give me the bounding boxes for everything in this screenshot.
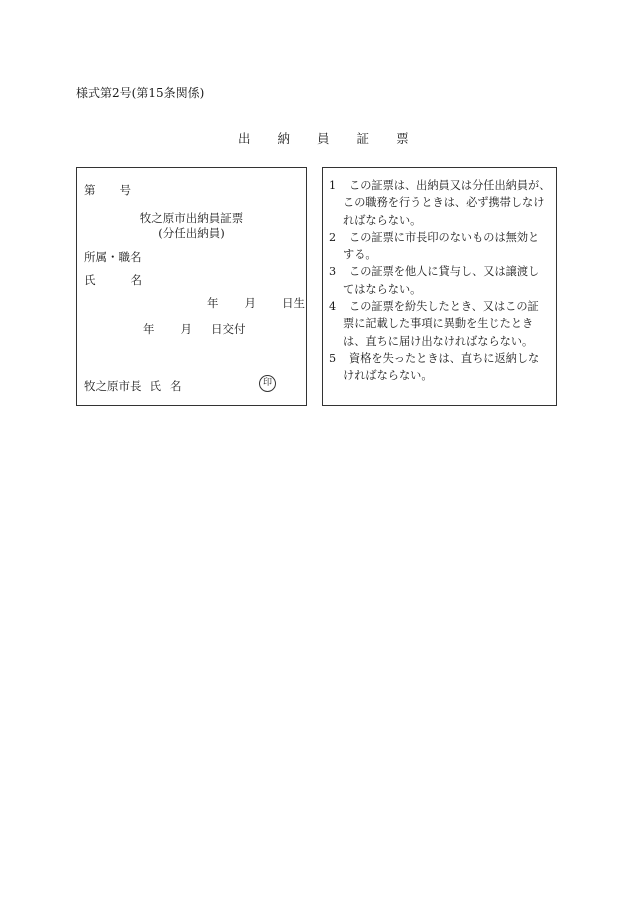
title-char: 員: [317, 131, 330, 146]
note-item: 5 資格を失ったときは、直ちに返納しな ければならない。: [329, 351, 540, 383]
note-item: 1 この証票は、出納員又は分任出納員が、 この職務を行うときは、必ず携帯しなけ ればならない。: [329, 179, 551, 227]
name-label: 氏 名: [84, 273, 142, 287]
note-item: 2 この証票に市長印のないものは無効と する。: [329, 230, 540, 262]
mayor-signature-line: 牧之原市長 氏 名: [84, 379, 182, 393]
title-char: 出: [238, 131, 251, 146]
note-item: 3 この証票を他人に貸与し、又は譲渡し てはならない。: [329, 265, 540, 296]
title-char: 納: [277, 131, 291, 146]
certificate-number-line: 第 号: [84, 183, 131, 197]
notes-list: [329, 177, 557, 385]
note-item: 4 この証票を紛失したとき、又はこの証 票に記載した事項に異動を生じたとき は、直ちに届け出なければならない。: [329, 300, 539, 348]
certificate-front: [76, 167, 307, 406]
certificate-subtitle: (分任出納員): [158, 226, 225, 240]
seal-icon: 印: [259, 375, 276, 392]
birth-date-line: 年 月 日生: [207, 296, 305, 310]
title-char: 票: [396, 131, 409, 146]
affiliation-label: 所属・職名: [84, 250, 142, 264]
document-title: [238, 129, 409, 147]
title-char: 証: [356, 131, 370, 146]
issue-date-line: 年 月 日交付: [143, 322, 246, 336]
certificate-back: [322, 167, 557, 406]
form-number-label: 様式第2号(第15条関係): [76, 86, 205, 100]
certificate-title: 牧之原市出納員証票: [139, 211, 244, 225]
